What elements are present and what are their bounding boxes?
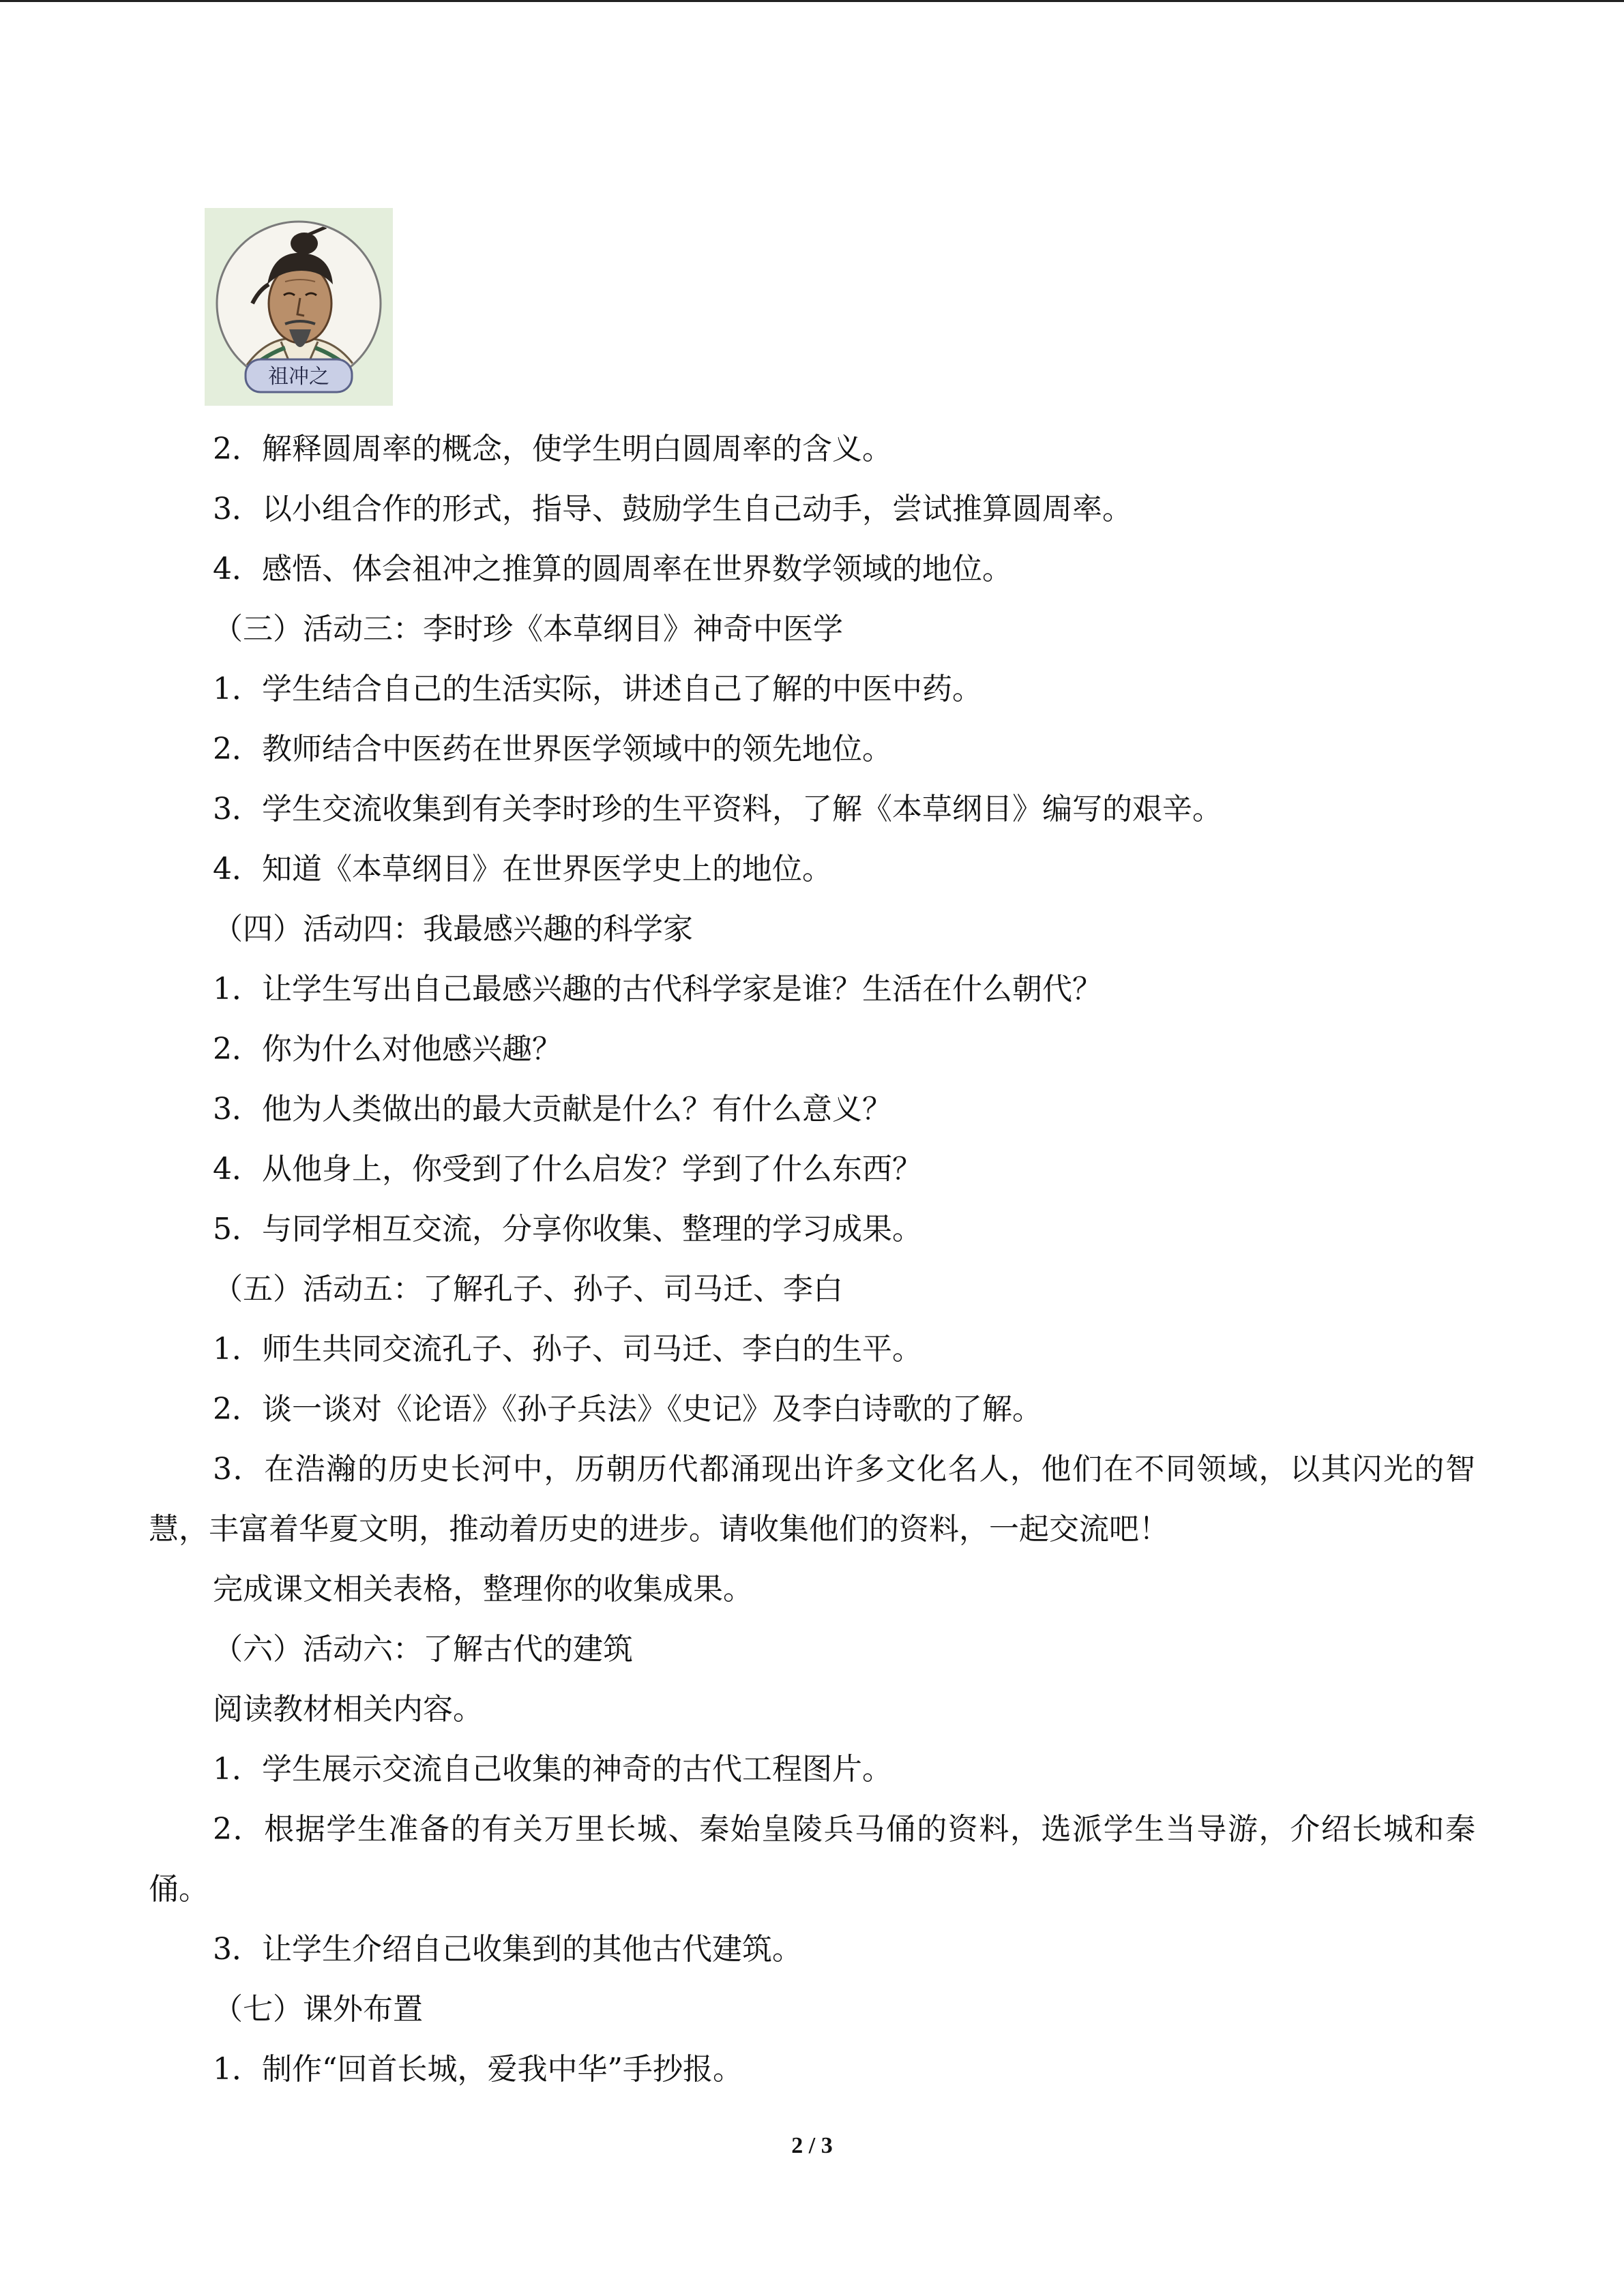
page-number: 2 / 3 [791,2133,833,2158]
section-heading: （五）活动五：了解孔子、孙子、司马迁、李白 [213,1272,843,1307]
paragraph: 3．在浩瀚的历史长河中，历朝历代都涌现出许多文化名人，他们在不同领域，以其闪光的智慧，丰富着华夏文明，推动着历史的进步。请收集他们的资料，一起交流吧！ [149,1452,1475,1547]
paragraph: 1．学生展示交流自己收集的神奇的古代工程图片。 [213,1752,892,1787]
paragraph: 1．师生共同交流孔子、孙子、司马迁、李白的生平。 [213,1332,922,1367]
paragraph: 3．让学生介绍自己收集到的其他古代建筑。 [213,1932,802,1967]
paragraph: 阅读教材相关内容。 [213,1692,483,1727]
portrait-image [205,208,393,406]
paragraph: 1．学生结合自己的生活实际，讲述自己了解的中医中药。 [213,672,982,706]
paragraph: 2．谈一谈对《论语》《孙子兵法》《史记》及李白诗歌的了解。 [213,1392,1042,1427]
section-heading: （七）课外布置 [213,1992,423,2027]
top-border-rule [0,0,1624,2]
section-heading: （六）活动六：了解古代的建筑 [213,1632,633,1667]
paragraph: 1．制作“回首长城，爱我中华”手抄报。 [213,2052,743,2087]
paragraph: 2．教师结合中医药在世界医学领域中的领先地位。 [213,732,892,766]
paragraph: 1．让学生写出自己最感兴趣的古代科学家是谁？生活在什么朝代？ [213,972,1102,1007]
scholar-portrait-icon [205,208,393,406]
section-heading: （四）活动四：我最感兴趣的科学家 [213,912,693,946]
paragraph: 2．根据学生准备的有关万里长城、秦始皇陵兵马俑的资料，选派学生当导游，介绍长城和秦俑。 [149,1812,1475,1907]
paragraph: 4．感悟、体会祖冲之推算的圆周率在世界数学领域的地位。 [213,552,1012,586]
paragraph: 4．知道《本草纲目》在世界医学史上的地位。 [213,852,832,886]
paragraph: 3．学生交流收集到有关李时珍的生平资料，了解《本草纲目》编写的艰辛。 [213,792,1222,826]
portrait-caption: 祖冲之 [268,365,329,389]
paragraph: 3．他为人类做出的最大贡献是什么？有什么意义？ [213,1092,892,1127]
paragraph: 2．你为什么对他感兴趣？ [213,1032,562,1067]
section-heading: （三）活动三：李时珍《本草纲目》神奇中医学 [213,612,843,646]
paragraph: 完成课文相关表格，整理你的收集成果。 [213,1572,753,1607]
paragraph: 5．与同学相互交流，分享你收集、整理的学习成果。 [213,1212,922,1247]
document-body [149,419,1475,2100]
paragraph: 4．从他身上，你受到了什么启发？学到了什么东西？ [213,1152,922,1187]
paragraph: 3．以小组合作的形式，指导、鼓励学生自己动手，尝试推算圆周率。 [213,492,1132,526]
paragraph: 2．解释圆周率的概念，使学生明白圆周率的含义。 [213,432,892,466]
